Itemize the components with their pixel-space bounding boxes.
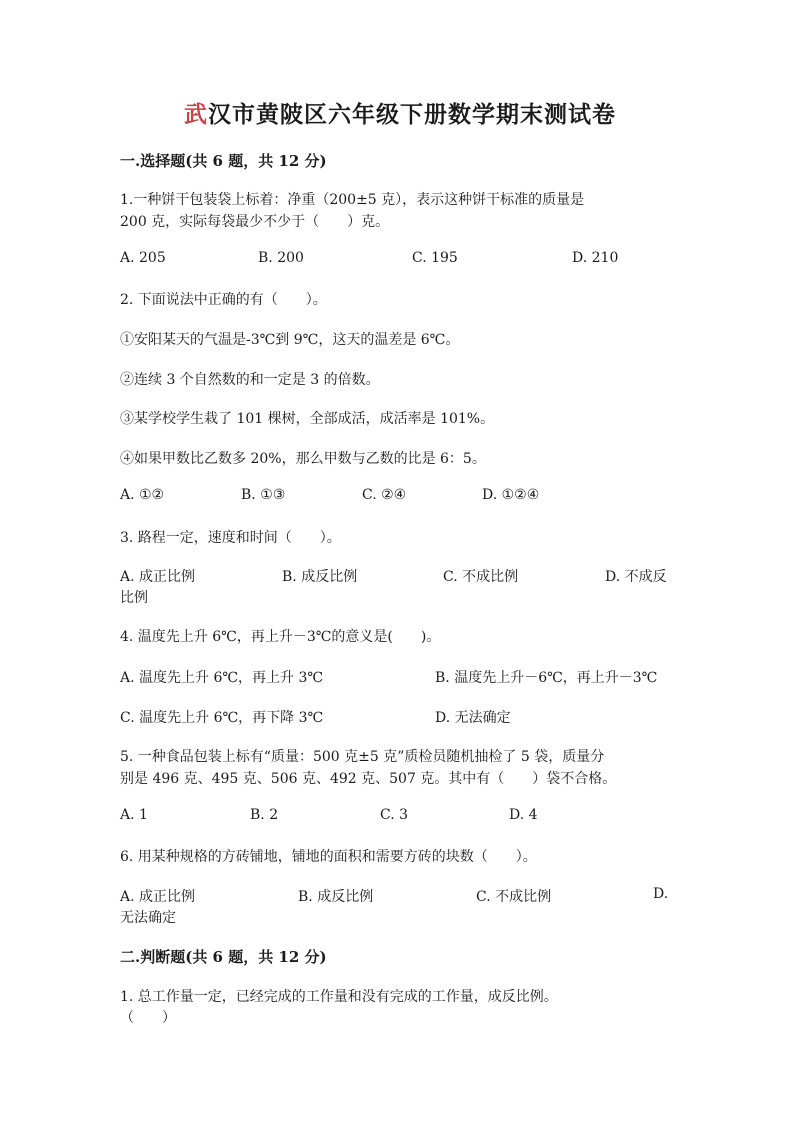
title-first-char: 武	[184, 101, 208, 128]
q5-option-d: D. 4	[509, 807, 538, 823]
q4-option-d: D. 无法确定	[435, 710, 511, 726]
q2-statement-2: ②连续 3 个自然数的和一定是 3 的倍数。	[120, 372, 380, 388]
q4-option-a: A. 温度先上升 6℃，再上升 3℃	[120, 670, 324, 686]
q2-option-c: C. ②④	[362, 487, 407, 503]
q5-option-c: C. 3	[380, 807, 409, 823]
q2-statement-4: ④如果甲数比乙数多 20%，那么甲数与乙数的比是 6：5。	[120, 451, 486, 467]
q3-option-b: B. 成反比例	[282, 569, 358, 585]
q3-option-a: A. 成正比例	[120, 569, 196, 585]
q1-option-c: C. 195	[412, 250, 458, 266]
q3-option-d: D. 不成反	[605, 569, 667, 585]
q6-option-d: D.	[653, 886, 669, 902]
q4-stem: 4. 温度先上升 6℃，再上升－3℃的意义是( )。	[120, 629, 441, 645]
q2-option-b: B. ①③	[241, 487, 286, 503]
q6-stem: 6. 用某种规格的方砖铺地，铺地的面积和需要方砖的块数（ ）。	[120, 849, 537, 865]
q5-option-b: B. 2	[250, 807, 279, 823]
q1-stem-line2: 200 克，实际每袋最少不少于（ ）克。	[120, 214, 390, 230]
q6-option-b: B. 成反比例	[298, 889, 374, 905]
title-rest: 汉市黄陂区六年级下册数学期末测试卷	[208, 101, 616, 128]
q1-option-d: D. 210	[572, 250, 619, 266]
q3-option-c: C. 不成比例	[443, 569, 519, 585]
q6-option-c: C. 不成比例	[476, 889, 552, 905]
q5-option-a: A. 1	[120, 807, 148, 823]
q2-option-a: A. ①②	[120, 487, 165, 503]
q5-stem-line1: 5. 一种食品包装上标有“质量：500 克±5 克”质检员随机抽检了 5 袋，质量分	[120, 749, 605, 765]
j1-stem-line1: 1. 总工作量一定，已经完成的工作量和没有完成的工作量，成反比例。	[120, 989, 558, 1005]
q3-option-d-wrap: 比例	[120, 590, 148, 606]
q2-statement-1: ①安阳某天的气温是-3℃到 9℃，这天的温差是 6℃。	[120, 332, 460, 348]
q1-option-a: A. 205	[120, 250, 166, 266]
q5-stem-line2: 别是 496 克、495 克、506 克、492 克、507 克。其中有（ ）袋不合格。	[120, 771, 617, 787]
q6-option-d-wrap: 无法确定	[120, 910, 176, 926]
q4-option-b: B. 温度先上升－6℃，再上升－3℃	[435, 670, 658, 686]
q3-stem: 3. 路程一定，速度和时间（ ）。	[120, 530, 341, 546]
q2-statement-3: ③某学校学生栽了 101 棵树，全部成活，成活率是 101%。	[120, 411, 495, 427]
section-heading-judgement: 二.判断题(共 6 题，共 12 分)	[120, 948, 327, 966]
q4-option-c: C. 温度先上升 6℃，再下降 3℃	[120, 710, 324, 726]
q6-option-a: A. 成正比例	[120, 889, 196, 905]
q2-stem: 2. 下面说法中正确的有（ ）。	[120, 292, 327, 308]
page-title	[0, 96, 800, 129]
q2-option-d: D. ①②④	[482, 487, 540, 503]
j1-stem-line2: （ ）	[120, 1010, 176, 1026]
q1-stem-line1: 1.一种饼干包装袋上标着：净重（200±5 克），表示这种饼干标准的质量是	[120, 192, 585, 208]
q1-option-b: B. 200	[258, 250, 304, 266]
section-heading-choice: 一.选择题(共 6 题，共 12 分)	[120, 152, 327, 170]
